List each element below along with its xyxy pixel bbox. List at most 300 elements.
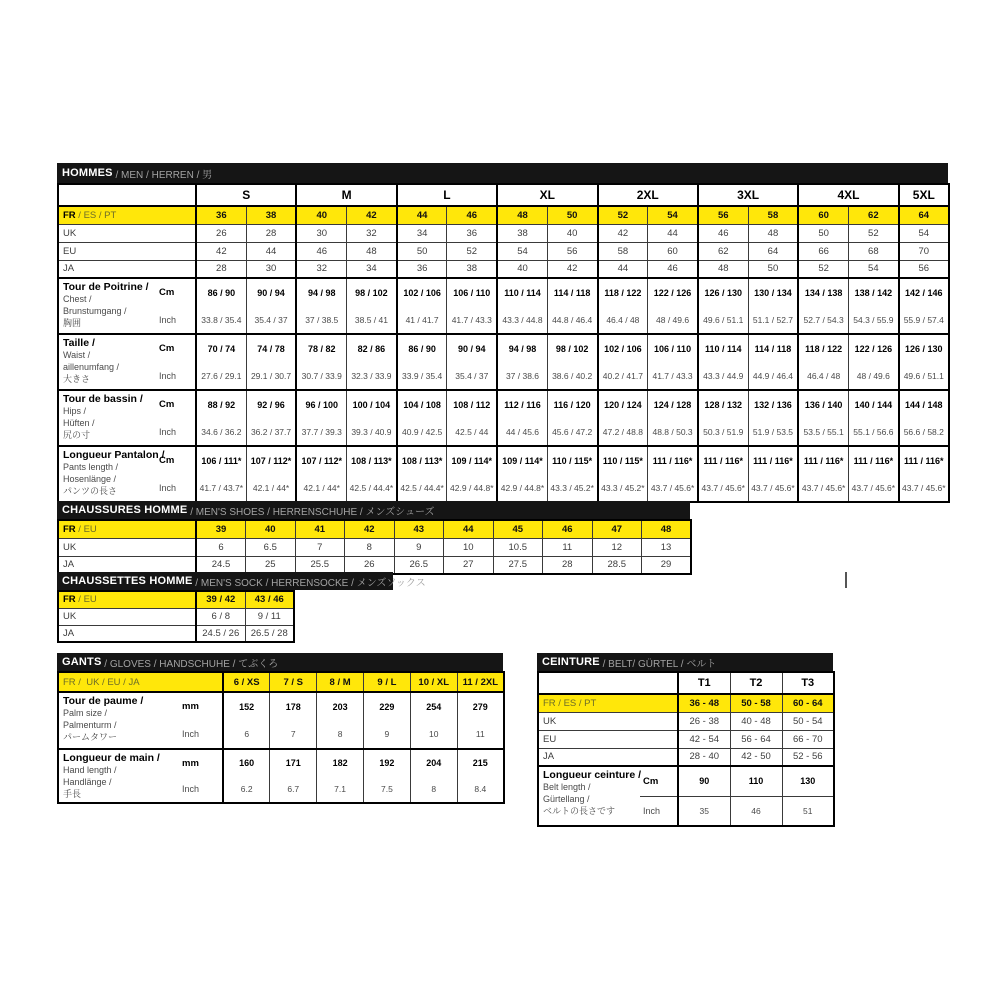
- size-value: 52: [598, 206, 648, 224]
- conversion-row: [58, 224, 949, 242]
- size-value: 32: [347, 224, 397, 242]
- measurement-name: Tour de bassin /: [63, 393, 143, 405]
- measurement-value-metric: 111 / 116*: [648, 446, 698, 474]
- unit-label-top: mm: [179, 749, 223, 776]
- conversion-row: [538, 748, 834, 766]
- measurement-translation: Handlänge /: [63, 777, 112, 787]
- region-label-secondary: / ES / PT: [75, 209, 117, 221]
- measurement-translation: パンツの長さ: [63, 486, 118, 496]
- measurement-value-metric: 111 / 116*: [848, 446, 898, 474]
- ceinture-table: [537, 671, 835, 827]
- region-label-secondary: FR / ES / PT: [543, 697, 597, 709]
- size-value: 42: [347, 206, 397, 224]
- measurement-value-inch: 44 / 45.6: [497, 418, 547, 446]
- measurement-value-metric: 203: [317, 692, 364, 721]
- measurement-value-metric: 122 / 126: [648, 278, 698, 306]
- measurement-value-metric: 279: [457, 692, 504, 721]
- measurement-value-inch: 7: [270, 721, 317, 750]
- size-value: 36 - 48: [678, 694, 730, 712]
- measurement-value-inch: 43.3 / 44.9: [698, 362, 748, 390]
- size-value: 28: [196, 260, 246, 278]
- chaussures-title: CHAUSSURES HOMME: [62, 504, 188, 516]
- measurement-value-metric: 100 / 104: [347, 390, 397, 418]
- size-value: 60: [648, 242, 698, 260]
- group-row-spacer: [58, 184, 196, 206]
- size-value: 13: [642, 538, 692, 556]
- size-value: 7: [295, 538, 345, 556]
- chaussettes-title: CHAUSSETTES HOMME: [62, 575, 193, 587]
- measurement-value-inch: 56.6 / 58.2: [899, 418, 949, 446]
- size-value: 56: [698, 206, 748, 224]
- size-value: 7 / S: [270, 672, 317, 692]
- measurement-value-metric: 98 / 102: [347, 278, 397, 306]
- measurement-value-metric: 107 / 112*: [296, 446, 346, 474]
- measurement-value-metric: 126 / 130: [899, 334, 949, 362]
- region-label: JA: [58, 625, 196, 642]
- hommes-title-translations: / MEN / HERREN / 男: [112, 169, 213, 181]
- size-value: 52: [848, 224, 898, 242]
- measurement-value-metric: 94 / 98: [296, 278, 346, 306]
- measurement-label: [58, 446, 165, 502]
- measurement-value-metric: 254: [410, 692, 457, 721]
- measurement-value-inch: 43.3 / 44.8: [497, 306, 547, 334]
- measurement-value-inch: 43.7 / 45.6*: [798, 474, 848, 502]
- size-value: 56: [547, 242, 597, 260]
- measurement-value-metric: 107 / 112*: [246, 446, 296, 474]
- measurement-value-metric: 111 / 116*: [798, 446, 848, 474]
- measurement-row-top: [58, 390, 949, 418]
- size-value: 47: [592, 520, 642, 538]
- size-value: 29: [642, 556, 692, 574]
- measurement-value-inch: 33.8 / 35.4: [196, 306, 246, 334]
- size-value: 8: [345, 538, 395, 556]
- size-value: 44: [648, 224, 698, 242]
- size-value: 40: [547, 224, 597, 242]
- column-header: T2: [730, 672, 782, 694]
- measurement-translation: Hips /: [63, 406, 87, 416]
- measurement-value-metric: 78 / 82: [296, 334, 346, 362]
- measurement-label: [538, 766, 640, 826]
- unit-label-bottom: Inch: [182, 729, 200, 740]
- size-value: 34: [347, 260, 397, 278]
- region-size-row: [58, 672, 504, 692]
- size-value: 46: [447, 206, 497, 224]
- measurement-value-inch: 42.9 / 44.8*: [447, 474, 497, 502]
- measurement-value-metric: 96 / 100: [296, 390, 346, 418]
- size-group-m: M: [296, 184, 396, 206]
- size-value: 27.5: [493, 556, 543, 574]
- size-value: 58: [748, 206, 798, 224]
- region-size-row: [58, 206, 949, 224]
- measurement-value-inch: 34.6 / 36.2: [196, 418, 246, 446]
- size-value: 38: [497, 224, 547, 242]
- measurement-row-bottom: [58, 474, 949, 502]
- ceinture-title-translations: / BELT/ GÜRTEL / ベルト: [599, 658, 717, 670]
- size-value: 52: [798, 260, 848, 278]
- chaussures-section: [57, 501, 692, 575]
- column-header: T3: [782, 672, 834, 694]
- measurement-name: Longueur ceinture /: [543, 769, 642, 781]
- region-label: JA: [538, 748, 678, 766]
- measurement-name: Tour de paume /: [63, 695, 144, 707]
- size-value: 44: [397, 206, 447, 224]
- size-value: 50: [798, 224, 848, 242]
- measurement-value-inch: 40.9 / 42.5: [397, 418, 447, 446]
- measurement-translation: 手長: [63, 789, 82, 799]
- measurement-value-inch: 50.3 / 51.9: [698, 418, 748, 446]
- measurement-value-metric: 86 / 90: [196, 278, 246, 306]
- measurement-value-metric: 160: [223, 749, 270, 776]
- measurement-value-metric: 126 / 130: [698, 278, 748, 306]
- measurement-value-metric: 110 / 115*: [598, 446, 648, 474]
- measurement-value-inch: 35.4 / 37: [246, 306, 296, 334]
- size-value: 46: [698, 224, 748, 242]
- chaussures-title-translations: / MEN'S SHOES / HERRENSCHUHE / メンズシューズ: [187, 506, 435, 518]
- measurement-value-inch: 41 / 41.7: [397, 306, 447, 334]
- measurement-value-inch: 6.2: [223, 776, 270, 803]
- size-value: 30: [246, 260, 296, 278]
- measurement-value-inch: 38.5 / 41: [347, 306, 397, 334]
- gants-header-bar: [57, 653, 503, 671]
- measurement-value-metric: 132 / 136: [748, 390, 798, 418]
- ceinture-header-bar: [537, 653, 833, 671]
- size-group-5xl: 5XL: [899, 184, 949, 206]
- measurement-translation: aillenumfang /: [63, 362, 120, 372]
- unit-label-top: Cm: [640, 766, 678, 796]
- size-value: 9 / L: [364, 672, 411, 692]
- size-value: 52: [447, 242, 497, 260]
- size-value: 42 - 50: [730, 748, 782, 766]
- conversion-row: [538, 712, 834, 730]
- measurement-value-inch: 43.7 / 45.6*: [648, 474, 698, 502]
- region-size-row: [58, 591, 294, 608]
- measurement-name: Tour de Poitrine /: [63, 281, 149, 293]
- measurement-label: [58, 390, 156, 446]
- measurement-value-inch: 35.4 / 37: [447, 362, 497, 390]
- measurement-value-inch: 41.7 / 43.3: [447, 306, 497, 334]
- size-value: 27: [444, 556, 494, 574]
- measurement-row-bottom: [58, 418, 949, 446]
- size-value: 38: [246, 206, 296, 224]
- measurement-label: [58, 749, 179, 803]
- measurement-value-inch: 51.9 / 53.5: [748, 418, 798, 446]
- measurement-translation: ベルトの長さです: [543, 806, 616, 816]
- measurement-value-inch: 8: [317, 721, 364, 750]
- size-value: 50 - 58: [730, 694, 782, 712]
- measurement-value-metric: 110 / 114: [497, 278, 547, 306]
- unit-label-top: Cm: [156, 446, 196, 474]
- size-value: 64: [899, 206, 949, 224]
- measurement-value-inch: 46.4 / 48: [598, 306, 648, 334]
- size-value: 26.5: [394, 556, 444, 574]
- measurement-value-inch: 47.2 / 48.8: [598, 418, 648, 446]
- conversion-row: [58, 625, 294, 642]
- size-value: 48: [748, 224, 798, 242]
- size-value: 6 / XS: [223, 672, 270, 692]
- measurement-value-inch: 9: [364, 721, 411, 750]
- size-value: 10: [444, 538, 494, 556]
- size-value: 40: [296, 206, 346, 224]
- measurement-value-inch: 48 / 49.6: [648, 306, 698, 334]
- measurement-value-inch: 43.7 / 45.6*: [748, 474, 798, 502]
- measurement-value-inch: 29.1 / 30.7: [246, 362, 296, 390]
- size-value: 46: [296, 242, 346, 260]
- size-value: 11: [543, 538, 593, 556]
- size-value: 32: [296, 260, 346, 278]
- measurement-label: [58, 334, 156, 390]
- measurement-value-inch: 7.1: [317, 776, 364, 803]
- measurement-value-inch: 39.3 / 40.9: [347, 418, 397, 446]
- measurement-value-metric: 182: [317, 749, 364, 776]
- measurement-value-inch: 45.6 / 47.2: [547, 418, 597, 446]
- region-label-secondary: FR / UK / EU / JA: [63, 676, 140, 688]
- measurement-translation: Hosenlänge /: [63, 474, 117, 484]
- measurement-value-metric: 138 / 142: [848, 278, 898, 306]
- size-value: 48: [497, 206, 547, 224]
- measurement-value-inch: 42.5 / 44.4*: [397, 474, 447, 502]
- measurement-translation: Brunstumgang /: [63, 306, 127, 316]
- size-value: 25.5: [295, 556, 345, 574]
- unit-label-top: mm: [179, 692, 223, 721]
- measurement-value-metric: 110 / 114: [698, 334, 748, 362]
- size-value: 8 / M: [317, 672, 364, 692]
- hommes-section: [57, 163, 950, 503]
- size-value: 62: [698, 242, 748, 260]
- region-label: EU: [538, 730, 678, 748]
- unit-label-bottom: Inch: [159, 426, 177, 437]
- size-value: 66 - 70: [782, 730, 834, 748]
- measurement-value-inch: 44.9 / 46.4: [748, 362, 798, 390]
- region-label: [58, 672, 223, 692]
- measurement-value-metric: 116 / 120: [547, 390, 597, 418]
- measurement-row-bottom: [58, 362, 949, 390]
- measurement-value-inch: 53.5 / 55.1: [798, 418, 848, 446]
- size-value: 43: [394, 520, 444, 538]
- size-value: 60 - 64: [782, 694, 834, 712]
- size-value: 28: [246, 224, 296, 242]
- size-value: 38: [447, 260, 497, 278]
- size-value: 64: [748, 242, 798, 260]
- size-value: 11 / 2XL: [457, 672, 504, 692]
- measurement-value-metric: 94 / 98: [497, 334, 547, 362]
- measurement-row-top: [58, 334, 949, 362]
- size-value: 44: [598, 260, 648, 278]
- size-group-s: S: [196, 184, 296, 206]
- measurement-value-metric: 134 / 138: [798, 278, 848, 306]
- region-label: [58, 591, 196, 608]
- measurement-value-metric: 106 / 111*: [196, 446, 246, 474]
- measurement-value-metric: 152: [223, 692, 270, 721]
- size-value: 48: [347, 242, 397, 260]
- region-label: [538, 694, 678, 712]
- measurement-value-inch: 49.6 / 51.1: [899, 362, 949, 390]
- measurement-row-top: [58, 749, 504, 776]
- size-value: 26: [196, 224, 246, 242]
- measurement-value-inch: 54.3 / 55.9: [848, 306, 898, 334]
- region-label: UK: [58, 608, 196, 625]
- region-size-row: [58, 520, 691, 538]
- measurement-label: [58, 278, 156, 334]
- measurement-translation: 胸囲: [63, 318, 82, 328]
- measurement-value-inch: 37 / 38.6: [497, 362, 547, 390]
- measurement-value-metric: 90 / 94: [246, 278, 296, 306]
- size-value: 54: [497, 242, 547, 260]
- measurement-translation: Hüften /: [63, 418, 95, 428]
- measurement-value-metric: 106 / 110: [648, 334, 698, 362]
- measurement-value-metric: 108 / 112: [447, 390, 497, 418]
- measurement-name: Taille /: [63, 337, 95, 349]
- measurement-value-inch: 6.7: [270, 776, 317, 803]
- gants-section: [57, 653, 505, 804]
- measurement-row-bottom: [58, 306, 949, 334]
- measurement-value-metric: 70 / 74: [196, 334, 246, 362]
- size-value: 46: [648, 260, 698, 278]
- size-value: 40 - 48: [730, 712, 782, 730]
- measurement-value-metric: 109 / 114*: [497, 446, 547, 474]
- size-group-xl: XL: [497, 184, 597, 206]
- measurement-value-inch: 43.3 / 45.2*: [547, 474, 597, 502]
- measurement-value-inch: 41.7 / 43.3: [648, 362, 698, 390]
- conversion-row: [58, 538, 691, 556]
- size-value: 60: [798, 206, 848, 224]
- measurement-translation: Hand length /: [63, 765, 117, 775]
- measurement-translation: 大きさ: [63, 374, 91, 384]
- conversion-row: [538, 730, 834, 748]
- measurement-value-inch: 52.7 / 54.3: [798, 306, 848, 334]
- measurement-value-metric: 82 / 86: [347, 334, 397, 362]
- region-label: [58, 206, 196, 224]
- measurement-value-inch: 51.1 / 52.7: [748, 306, 798, 334]
- size-value: 26: [345, 556, 395, 574]
- measurement-value-metric: 192: [364, 749, 411, 776]
- measurement-value-inch: 35: [678, 796, 730, 826]
- measurement-value-metric: 215: [457, 749, 504, 776]
- size-group-2xl: 2XL: [598, 184, 698, 206]
- size-value: 30: [296, 224, 346, 242]
- size-value: 6: [196, 538, 246, 556]
- region-label-secondary: / EU: [75, 594, 97, 606]
- size-group-row: [58, 184, 949, 206]
- size-value: 10 / XL: [410, 672, 457, 692]
- measurement-value-metric: 111 / 116*: [698, 446, 748, 474]
- measurement-value-inch: 49.6 / 51.1: [698, 306, 748, 334]
- hommes-header-bar: [57, 163, 948, 183]
- column-header-row: [538, 672, 834, 694]
- unit-label-bottom: Inch: [159, 370, 177, 381]
- size-value: 46: [543, 520, 593, 538]
- unit-label-bottom: Inch: [159, 482, 177, 493]
- unit-label-top: Cm: [156, 390, 196, 418]
- size-value: 54: [848, 260, 898, 278]
- measurement-value-metric: 111 / 116*: [748, 446, 798, 474]
- measurement-name: Longueur de main /: [63, 752, 160, 764]
- region-label: UK: [58, 224, 196, 242]
- measurement-value-metric: 92 / 96: [246, 390, 296, 418]
- region-label-primary: FR: [63, 209, 76, 221]
- size-value: 36: [196, 206, 246, 224]
- size-value: 39: [196, 520, 246, 538]
- size-group-3xl: 3XL: [698, 184, 798, 206]
- measurement-value-inch: 30.7 / 33.9: [296, 362, 346, 390]
- measurement-value-metric: 111 / 116*: [899, 446, 949, 474]
- region-label-primary: FR: [63, 594, 76, 606]
- size-value: 26.5 / 28: [245, 625, 294, 642]
- size-value: 42: [547, 260, 597, 278]
- size-value: 39 / 42: [196, 591, 245, 608]
- size-value: 58: [598, 242, 648, 260]
- chaussures-table: [57, 519, 692, 575]
- unit-label-bottom: Inch: [159, 314, 177, 325]
- column-header: T1: [678, 672, 730, 694]
- measurement-value-inch: 10: [410, 721, 457, 750]
- ceinture-section: [537, 653, 835, 827]
- measurement-value-inch: 27.6 / 29.1: [196, 362, 246, 390]
- chaussettes-header-bar: [57, 572, 426, 590]
- size-value: 66: [798, 242, 848, 260]
- measurement-value-inch: 42.1 / 44*: [246, 474, 296, 502]
- size-value: 28 - 40: [678, 748, 730, 766]
- measurement-value-metric: 124 / 128: [648, 390, 698, 418]
- size-value: 44: [444, 520, 494, 538]
- measurement-row-top: [58, 692, 504, 721]
- measurement-value-metric: 108 / 113*: [347, 446, 397, 474]
- measurement-value-metric: 130: [782, 766, 834, 796]
- measurement-value-metric: 86 / 90: [397, 334, 447, 362]
- measurement-value-metric: 140 / 144: [848, 390, 898, 418]
- size-value: 24.5: [196, 556, 246, 574]
- measurement-name: Longueur Pantalon /: [63, 449, 165, 461]
- hommes-table: [57, 183, 950, 503]
- measurement-translation: Pants length /: [63, 462, 119, 472]
- size-value: 50: [547, 206, 597, 224]
- unit-label-top: Cm: [156, 278, 196, 306]
- chaussettes-section: [57, 572, 426, 643]
- size-value: 12: [592, 538, 642, 556]
- size-value: 42 - 54: [678, 730, 730, 748]
- size-value: 25: [246, 556, 296, 574]
- size-value: 45: [493, 520, 543, 538]
- size-value: 36: [397, 260, 447, 278]
- measurement-value-metric: 114 / 118: [547, 278, 597, 306]
- measurement-value-inch: 8: [410, 776, 457, 803]
- size-value: 42: [598, 224, 648, 242]
- measurement-value-metric: 178: [270, 692, 317, 721]
- measurement-translation: Belt length /: [543, 782, 591, 792]
- size-value: 40: [246, 520, 296, 538]
- region-label: JA: [58, 556, 196, 574]
- measurement-value-inch: 36.2 / 37.7: [246, 418, 296, 446]
- measurement-value-metric: 136 / 140: [798, 390, 848, 418]
- measurement-value-metric: 120 / 124: [598, 390, 648, 418]
- measurement-value-inch: 46: [730, 796, 782, 826]
- measurement-value-metric: 171: [270, 749, 317, 776]
- chaussures-header-bar: [57, 501, 690, 519]
- measurement-translation: Palm size /: [63, 708, 108, 718]
- measurement-value-inch: 41.7 / 43.7*: [196, 474, 246, 502]
- header-row-spacer: [538, 672, 678, 694]
- measurement-value-inch: 37 / 38.5: [296, 306, 346, 334]
- measurement-value-metric: 106 / 110: [447, 278, 497, 306]
- size-value: 43 / 46: [245, 591, 294, 608]
- conversion-row: [58, 242, 949, 260]
- size-value: 54: [648, 206, 698, 224]
- size-value: 50 - 54: [782, 712, 834, 730]
- measurement-value-metric: 112 / 116: [497, 390, 547, 418]
- size-value: 56 - 64: [730, 730, 782, 748]
- region-size-row: [538, 694, 834, 712]
- size-value: 48: [698, 260, 748, 278]
- measurement-value-metric: 128 / 132: [698, 390, 748, 418]
